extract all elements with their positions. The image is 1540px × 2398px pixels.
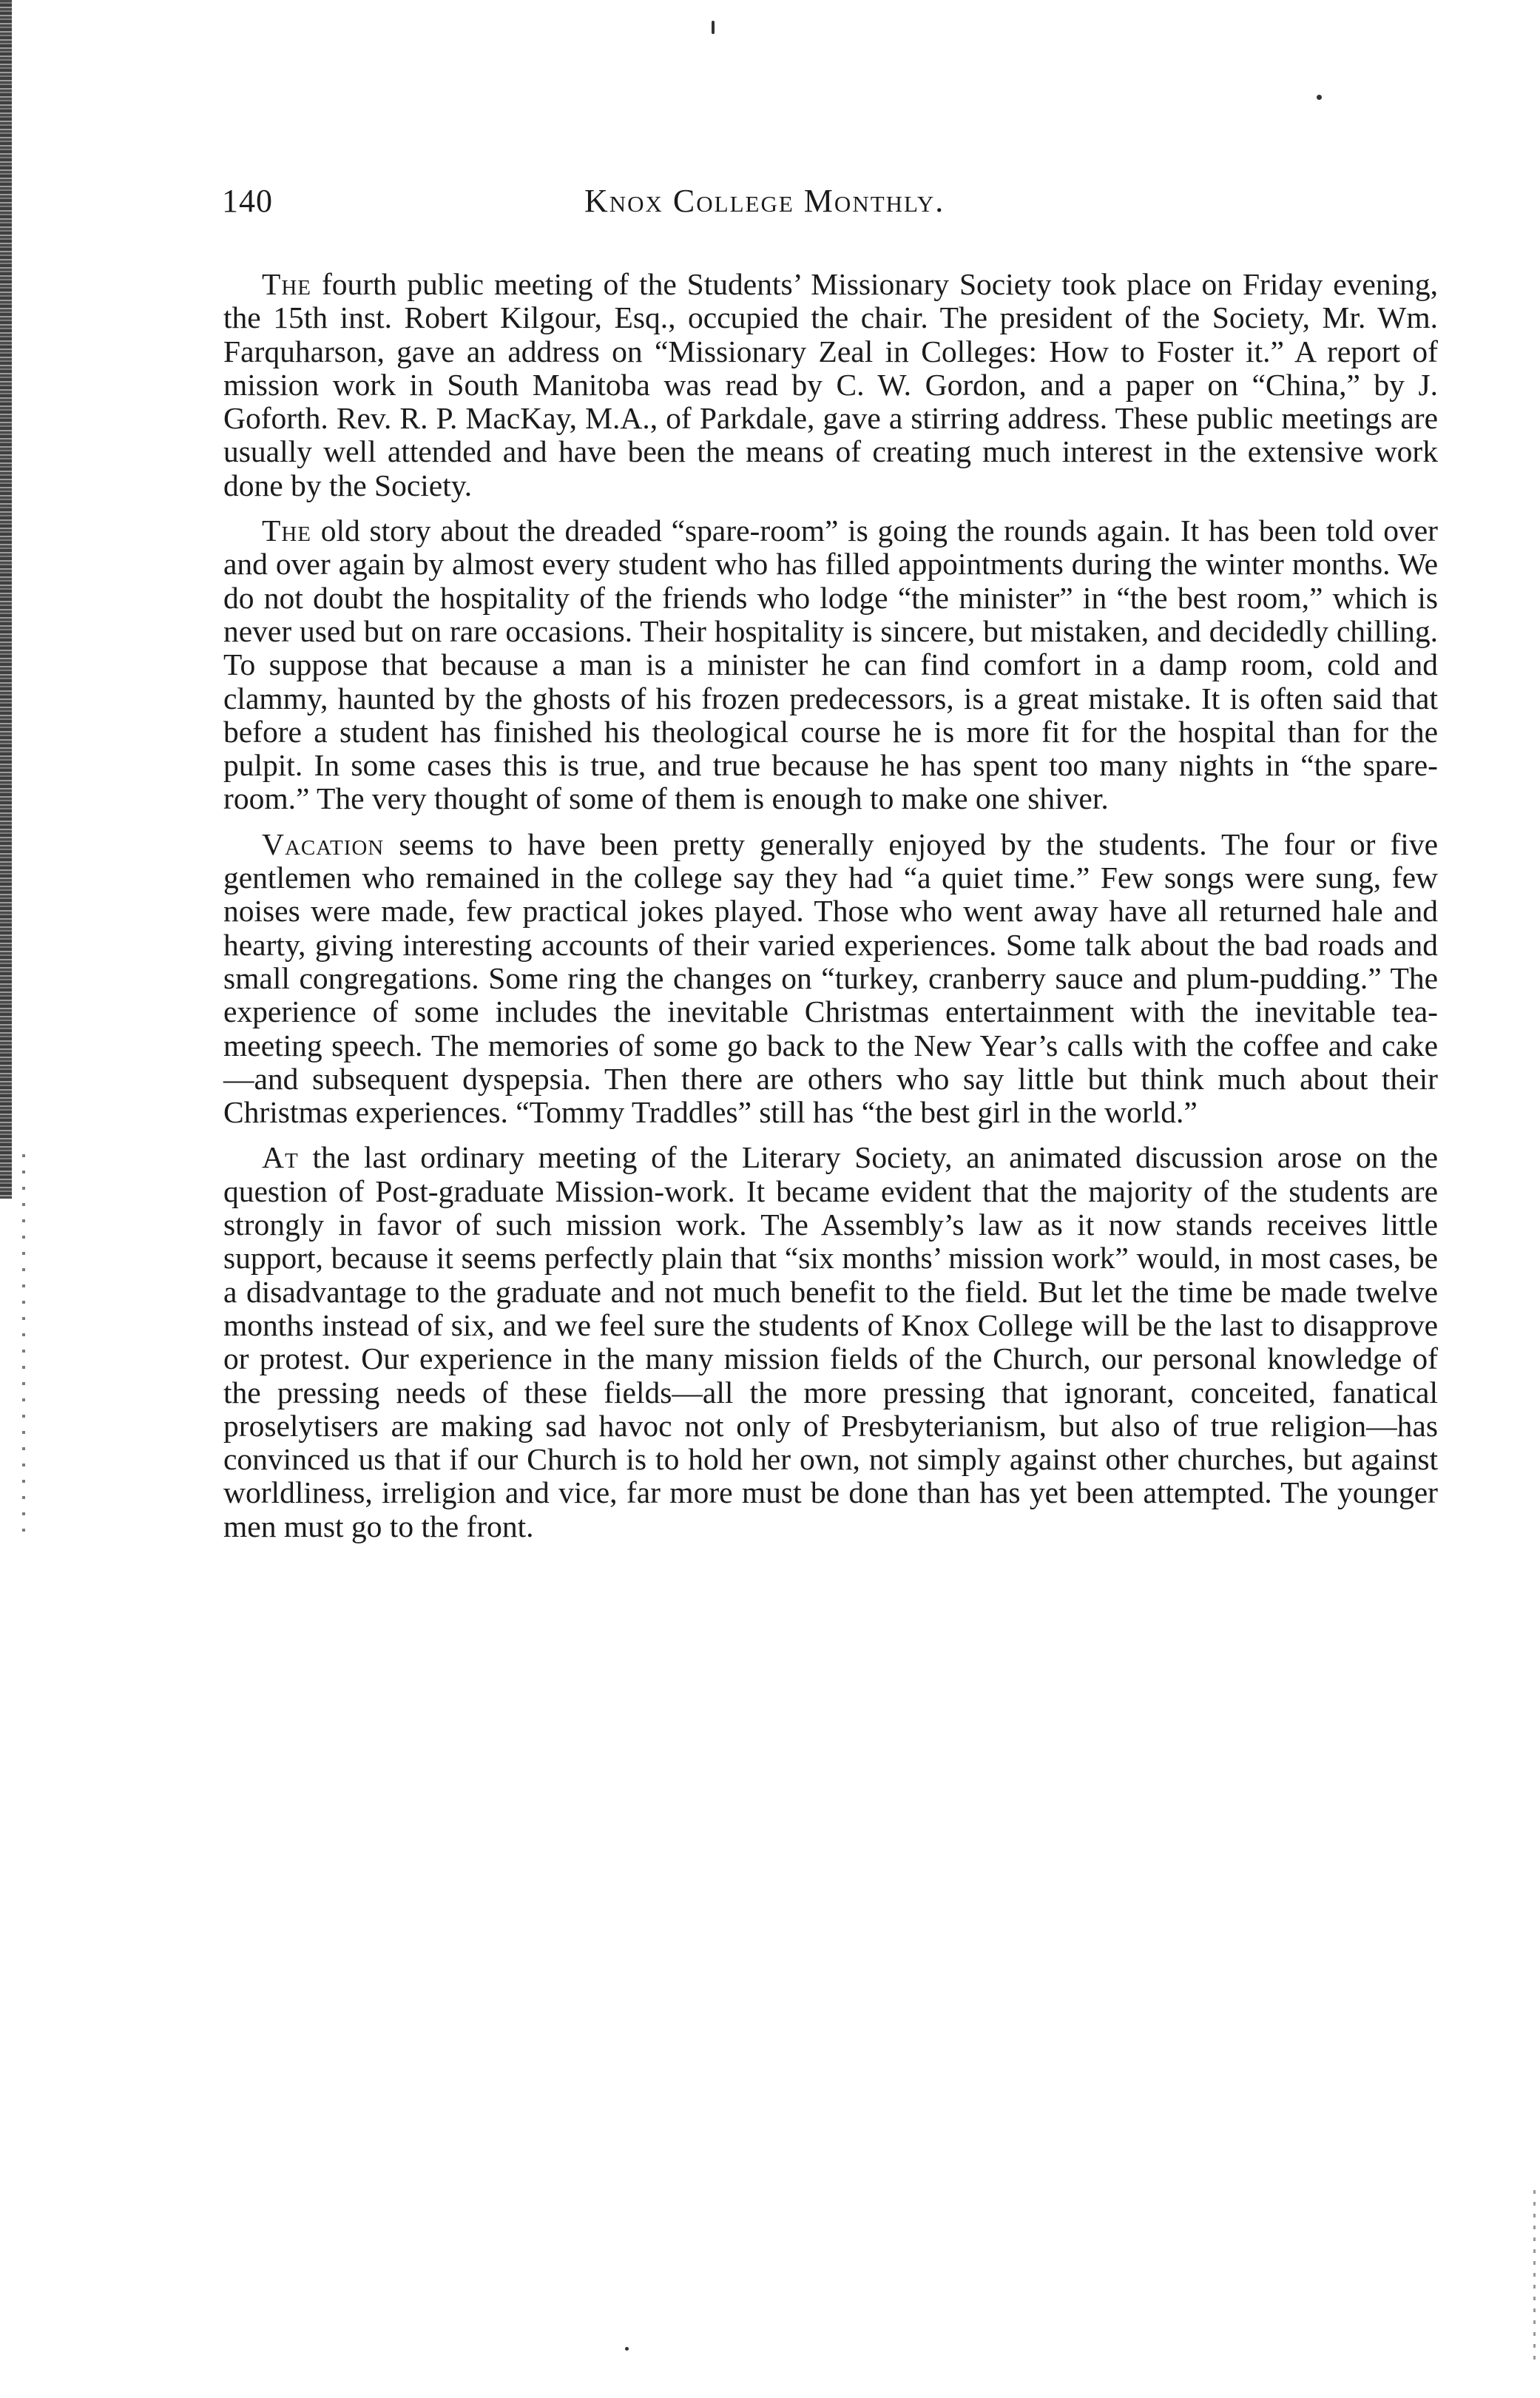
paragraph-missionary-society bbox=[223, 268, 1438, 502]
paragraph-spare-room bbox=[223, 514, 1438, 816]
article-body bbox=[223, 268, 1438, 1555]
scan-speck bbox=[712, 21, 715, 34]
journal-title: Knox College Monthly. bbox=[584, 183, 945, 219]
running-head bbox=[222, 182, 1442, 234]
paragraph-vacation bbox=[223, 828, 1438, 1130]
paragraph-text: old story about the dreaded “spare-room” is going the rounds again. It has been told over and over again by almost every student who has filled appointments during the winter months. We do not doubt the hospitality of the friends who lodge “the minister” in “the best room,” which is never used but on rare occasions. Their hospitality is sincere, but mistaken, and decidedly chilling. To suppose that because a man is a minister he can find comfort in a damp room, cold and clammy, haunted by the ghosts of his frozen predecessors, is a great mistake. It is often said that before a student has finished his theological course he is more fit for the hospital than for the pulpit. In some cases this is true, and true because he has spent too many nights in “the spare-room.” The very thought of some of them is enough to make one shiver. bbox=[223, 513, 1438, 816]
scan-speck bbox=[1317, 95, 1322, 100]
paragraph-literary-society bbox=[223, 1141, 1438, 1543]
page-number: 140 bbox=[222, 183, 273, 219]
paragraph-lead: At bbox=[262, 1140, 299, 1175]
paragraph-lead: The bbox=[262, 513, 312, 548]
binding-dots-artifact bbox=[22, 1154, 25, 1539]
paragraph-lead: The bbox=[262, 267, 312, 301]
paragraph-text: the last ordinary meeting of the Literary Society, an animated discussion arose on the question of Post-graduate Mission-work. It became evident that the majority of the students are strongly in favor of such mission work. The Assembly’s law as it now stands receives little support, because it seems perfectly plain that “six months’ mission work” would, in most cases, be a disadvantage to the graduate and not much benefit to the field. But let the time be made twelve months instead of six, and we feel sure the students of Knox College will be the last to disapprove or protest. Our experience in the many mission fields of the Church, our personal knowledge of the pressing needs of these fields—all the more pressing that ignorant, conceited, fanatical proselytisers are making sad havoc not only of Presbyterianism, but also of true religion—has convinced us that if our Church is to hold her own, not simply against other churches, but against worldliness, irreligion and vice, far more must be done than has yet been attempted. The younger men must go to the front. bbox=[223, 1140, 1438, 1543]
paragraph-text: fourth public meeting of the Students’ Missionary Society took place on Friday evening, the 15th inst. Robert Kilgour, Esq., occupied the chair. The president of the Society, Mr. Wm. Farquharson, gave an address on “Missionary Zeal in Colleges: How to Foster it.” A report of mission work in South Manitoba was read by C. W. Gordon, and a paper on “China,” by J. Goforth. Rev. R. P. MacKay, M.A., of Parkdale, gave a stirring address. These public meetings are usually well attended and have been the means of creating much interest in the extensive work done by the Society. bbox=[223, 267, 1438, 502]
right-edge-artifact bbox=[1533, 2190, 1536, 2368]
paragraph-lead: Vacation bbox=[262, 826, 385, 861]
scan-speck bbox=[625, 2347, 629, 2351]
binding-edge-artifact bbox=[0, 0, 12, 1199]
paragraph-text: seems to have been pretty generally enjoyed by the students. The four or five gentlemen who remained in the college say they had “a quiet time.” Few songs were sung, few noises were made, few practical jokes played. Those who went away have all returned hale and hearty, giving interesting accounts of their varied experiences. Some talk about the bad roads and small congregations. Some ring the changes on “turkey, cranberry sauce and plum-pudding.” The experience of some includes the inevitable Christmas entertainment with the inevitable tea-meeting speech. The memories of some go back to the New Year’s calls with the coffee and cake—and subsequent dyspepsia. Then there are others who say little but think much about their Christmas experiences. “Tommy Traddles” still has “the best girl in the world.” bbox=[223, 826, 1438, 1130]
